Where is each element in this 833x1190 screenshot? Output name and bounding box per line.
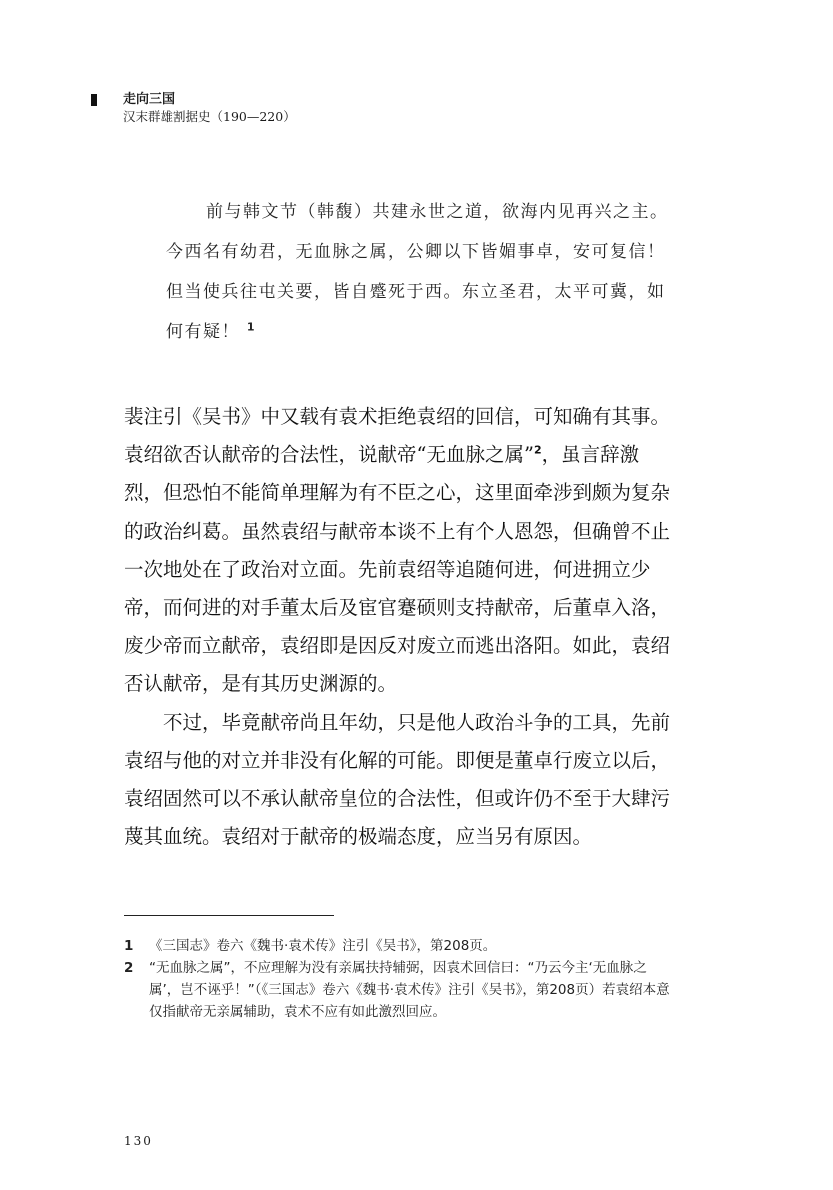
footnote-ref-1[interactable]: 1 xyxy=(246,320,257,334)
footnote-text: “无血脉之属”，不应理解为没有亲属扶持辅弼，因袁术回信曰：“乃云今主‘无血脉之属’，岂不诬乎！”（《三国志》卷六《魏书·袁术传》注引《吴书》，第208页）若袁绍本意仅指献帝无亲属辅助，袁术不应有如此激烈回应。 xyxy=(149,960,670,1020)
page-number: 130 xyxy=(124,1134,153,1148)
paragraph-1-part-a: 裴注引《吴书》中又载有袁术拒绝袁绍的回信，可知确有其事。袁绍欲否认献帝的合法性，说献帝“无血脉之属” xyxy=(124,405,671,467)
book-title: 走向三国 xyxy=(123,92,176,107)
paragraph-1 xyxy=(124,398,672,704)
footnotes xyxy=(124,935,672,1023)
book-subtitle: 汉末群雄割据史（190—220） xyxy=(123,109,296,124)
main-text xyxy=(124,398,672,856)
footnote-number: 1 xyxy=(124,938,134,954)
footnote-2 xyxy=(124,957,672,1023)
paragraph-1-part-b: ，虽言辞激烈，但恐怕不能简单理解为有不臣之心，这里面牵涉到颇为复杂的政治纠葛。虽然袁绍与献帝本谈不上有个人恩怨，但确曾不止一次地处在了政治对立面。先前袁绍等追随何进，何进拥立少帝，而何进的对手董太后及宦官蹇硕则支持献帝，后董卓入洛，废少帝而立献帝，袁绍即是因反对废立而逃出洛阳。如此，袁绍否认献帝，是有其历史渊源的。 xyxy=(124,443,671,696)
footnote-number: 2 xyxy=(124,960,134,976)
footnote-text: 《三国志》卷六《魏书·袁术传》注引《吴书》，第208页。 xyxy=(149,938,497,954)
block-quote xyxy=(166,192,672,352)
footnote-1 xyxy=(124,935,672,957)
header-mark xyxy=(91,94,97,106)
footnote-ref-2[interactable]: 2 xyxy=(533,443,542,457)
footnote-divider xyxy=(124,915,334,916)
paragraph-2: 不过，毕竟献帝尚且年幼，只是他人政治斗争的工具，先前袁绍与他的对立并非没有化解的可能。即便是董卓行废立以后，袁绍固然可以不承认献帝皇位的合法性，但或许仍不至于大肆污蔑其血统。袁绍对于献帝的极端态度，应当另有原因。 xyxy=(124,710,671,849)
quote-text: 前与韩文节（韩馥）共建永世之道，欲海内见再兴之主。今西名有幼君，无血脉之属，公卿以下皆媚事卓，安可复信！但当使兵往屯关要，皆自蹙死于西。东立圣君，太平可冀，如何有疑！ xyxy=(166,202,669,342)
